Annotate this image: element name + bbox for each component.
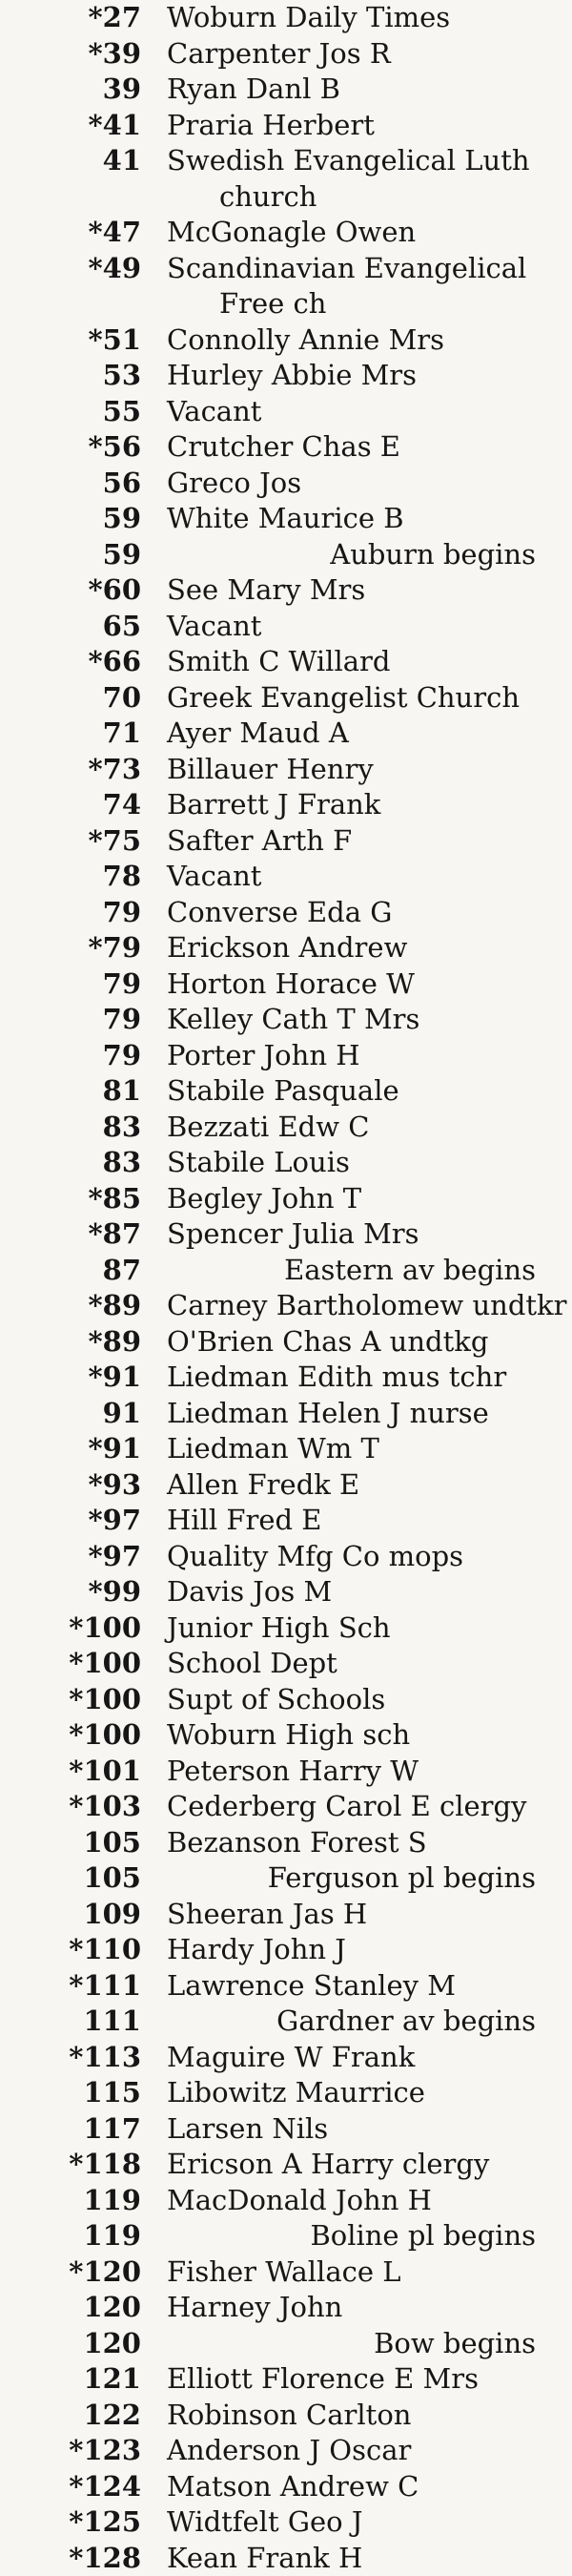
entry-row — [0, 572, 572, 609]
entry-row — [0, 322, 572, 359]
street-marker-row — [0, 537, 572, 573]
house-number: 91 — [29, 1396, 141, 1432]
house-number: *128 — [29, 2541, 141, 2576]
house-number: *89 — [29, 1288, 141, 1324]
resident-name: Liedman Edith mus tchr — [167, 1360, 506, 1396]
street-marker-row — [0, 1253, 572, 1289]
entry-row — [0, 2254, 572, 2291]
resident-name: Fisher Wallace L — [167, 2254, 401, 2291]
resident-name: Barrett J Frank — [167, 787, 380, 823]
entry-continuation-row — [0, 286, 572, 322]
house-number: 81 — [29, 1073, 141, 1110]
house-number: *91 — [29, 1360, 141, 1396]
entry-row — [0, 680, 572, 717]
resident-name: Ayer Maud A — [167, 716, 349, 752]
entry-row — [0, 2504, 572, 2541]
house-number: *47 — [29, 215, 141, 251]
resident-name: Allen Fredk E — [167, 1467, 359, 1504]
house-number: 79 — [29, 1002, 141, 1038]
house-number: 39 — [29, 72, 141, 108]
house-number: *87 — [29, 1216, 141, 1253]
street-marker-row — [0, 2218, 572, 2254]
house-number: 55 — [29, 394, 141, 430]
resident-name: Woburn High sch — [167, 1717, 410, 1754]
resident-name: Begley John T — [167, 1181, 361, 1217]
resident-name: Bezzati Edw C — [167, 1110, 369, 1146]
resident-name: Elliott Florence E Mrs — [167, 2361, 479, 2398]
street-begins-label: Auburn begins — [330, 537, 536, 573]
resident-name: Bezanson Forest S — [167, 1825, 427, 1861]
resident-name: Larsen Nils — [167, 2111, 328, 2148]
house-number: 109 — [29, 1897, 141, 1933]
resident-name: Stabile Louis — [167, 1145, 350, 1181]
house-number: 53 — [29, 358, 141, 394]
resident-name: Woburn Daily Times — [167, 0, 450, 36]
entry-row — [0, 501, 572, 537]
resident-name: Widtfelt Geo J — [167, 2504, 362, 2541]
resident-name: Robinson Carlton — [167, 2398, 411, 2434]
entry-row — [0, 2433, 572, 2469]
house-number: *113 — [29, 2040, 141, 2076]
entry-row — [0, 1932, 572, 1968]
house-number: *56 — [29, 429, 141, 466]
entry-row — [0, 644, 572, 680]
resident-name: O'Brien Chas A undtkg — [167, 1324, 488, 1361]
resident-name: Carpenter Jos R — [167, 36, 391, 73]
house-number: *100 — [29, 1717, 141, 1754]
entry-row — [0, 2111, 572, 2148]
entry-row — [0, 2290, 572, 2326]
house-number: 119 — [29, 2218, 141, 2254]
resident-name: Smith C Willard — [167, 644, 390, 680]
resident-name: Junior High Sch — [167, 1610, 391, 1647]
entry-row — [0, 143, 572, 179]
resident-name: School Dept — [167, 1646, 337, 1682]
resident-name: Greek Evangelist Church — [167, 680, 520, 717]
street-marker-row — [0, 1860, 572, 1897]
house-number: *97 — [29, 1503, 141, 1539]
house-number: 111 — [29, 2004, 141, 2040]
house-number: 56 — [29, 466, 141, 502]
house-number: 59 — [29, 501, 141, 537]
resident-name: Porter John H — [167, 1038, 360, 1074]
entry-row — [0, 1110, 572, 1146]
house-number: *60 — [29, 572, 141, 609]
entry-row — [0, 1288, 572, 1324]
resident-name: Vacant — [167, 394, 261, 430]
house-number: *66 — [29, 644, 141, 680]
resident-name: Kelley Cath T Mrs — [167, 1002, 419, 1038]
street-begins-label: Eastern av begins — [284, 1253, 536, 1289]
resident-name: Ryan Danl B — [167, 72, 340, 108]
resident-name: Converse Eda G — [167, 895, 392, 931]
resident-name: Matson Andrew C — [167, 2469, 419, 2505]
resident-name: Hill Fred E — [167, 1503, 321, 1539]
house-number: *89 — [29, 1324, 141, 1361]
house-number: *49 — [29, 251, 141, 287]
entry-row — [0, 36, 572, 73]
resident-name: Davis Jos M — [167, 1574, 332, 1610]
entry-row — [0, 1216, 572, 1253]
resident-name: Connolly Annie Mrs — [167, 322, 444, 359]
entry-row — [0, 1789, 572, 1825]
house-number: 79 — [29, 895, 141, 931]
continuation-text: Free ch — [219, 286, 326, 322]
house-number: 65 — [29, 609, 141, 645]
entry-row — [0, 2147, 572, 2183]
resident-name: Spencer Julia Mrs — [167, 1216, 419, 1253]
entry-row — [0, 1467, 572, 1504]
house-number: *101 — [29, 1754, 141, 1790]
resident-name: Erickson Andrew — [167, 930, 407, 966]
house-number: *100 — [29, 1610, 141, 1647]
entry-row — [0, 966, 572, 1003]
resident-name: Scandinavian Evangelical — [167, 251, 526, 287]
resident-name: Carney Bartholomew undtkr — [167, 1288, 566, 1324]
entry-row — [0, 1002, 572, 1038]
entry-row — [0, 2075, 572, 2111]
house-number: 119 — [29, 2183, 141, 2219]
resident-name: White Maurice B — [167, 501, 404, 537]
entry-row — [0, 429, 572, 466]
house-number: 71 — [29, 716, 141, 752]
resident-name: Hardy John J — [167, 1932, 346, 1968]
resident-name: Supt of Schools — [167, 1682, 385, 1718]
entry-row — [0, 609, 572, 645]
resident-name: Greco Jos — [167, 466, 301, 502]
resident-name: Harney John — [167, 2290, 342, 2326]
entry-row — [0, 1396, 572, 1432]
house-number: *91 — [29, 1431, 141, 1467]
entry-row — [0, 2398, 572, 2434]
entry-row — [0, 108, 572, 144]
entry-row — [0, 930, 572, 966]
house-number: *97 — [29, 1539, 141, 1575]
house-number: 120 — [29, 2326, 141, 2362]
street-begins-label: Ferguson pl begins — [268, 1860, 536, 1897]
house-number: *110 — [29, 1932, 141, 1968]
house-number: 83 — [29, 1145, 141, 1181]
resident-name: Quality Mfg Co mops — [167, 1539, 463, 1575]
resident-name: Kean Frank H — [167, 2541, 362, 2576]
entry-row — [0, 1825, 572, 1861]
resident-name: Safter Arth F — [167, 823, 352, 860]
entry-row — [0, 859, 572, 895]
entry-row — [0, 823, 572, 860]
entry-continuation-row — [0, 179, 572, 216]
resident-name: Lawrence Stanley M — [167, 1968, 456, 2005]
entry-row — [0, 1073, 572, 1110]
street-begins-label: Boline pl begins — [310, 2218, 536, 2254]
entry-row — [0, 251, 572, 287]
house-number: 59 — [29, 537, 141, 573]
resident-name: Anderson J Oscar — [167, 2433, 411, 2469]
resident-name: See Mary Mrs — [167, 572, 365, 609]
entry-row — [0, 752, 572, 788]
house-number: 87 — [29, 1253, 141, 1289]
house-number: 117 — [29, 2111, 141, 2148]
entry-row — [0, 2469, 572, 2505]
entry-row — [0, 2541, 572, 2576]
house-number: 41 — [29, 143, 141, 179]
entry-row — [0, 2361, 572, 2398]
house-number: 70 — [29, 680, 141, 717]
house-number: 120 — [29, 2290, 141, 2326]
house-number: *100 — [29, 1646, 141, 1682]
entry-row — [0, 1503, 572, 1539]
house-number: *41 — [29, 108, 141, 144]
street-begins-label: Bow begins — [374, 2326, 536, 2362]
house-number: *120 — [29, 2254, 141, 2291]
house-number: 79 — [29, 1038, 141, 1074]
resident-name: Cederberg Carol E clergy — [167, 1789, 526, 1825]
house-number: 74 — [29, 787, 141, 823]
resident-name: Praria Herbert — [167, 108, 375, 144]
street-begins-label: Gardner av begins — [276, 2004, 536, 2040]
house-number: *27 — [29, 0, 141, 36]
entry-row — [0, 358, 572, 394]
house-number: 122 — [29, 2398, 141, 2434]
resident-name: Ericson A Harry clergy — [167, 2147, 489, 2183]
entry-row — [0, 787, 572, 823]
resident-name: McGonagle Owen — [167, 215, 416, 251]
house-number: *125 — [29, 2504, 141, 2541]
house-number: *124 — [29, 2469, 141, 2505]
street-marker-row — [0, 2326, 572, 2362]
entry-row — [0, 0, 572, 36]
entry-row — [0, 1897, 572, 1933]
house-number: 121 — [29, 2361, 141, 2398]
house-number: *79 — [29, 930, 141, 966]
house-number: *51 — [29, 322, 141, 359]
entry-row — [0, 1181, 572, 1217]
resident-name: Peterson Harry W — [167, 1754, 419, 1790]
entry-row — [0, 2040, 572, 2076]
resident-name: Libowitz Maurrice — [167, 2075, 425, 2111]
entry-row — [0, 1610, 572, 1647]
house-number: *123 — [29, 2433, 141, 2469]
entry-row — [0, 895, 572, 931]
resident-name: Stabile Pasquale — [167, 1073, 399, 1110]
entry-row — [0, 1754, 572, 1790]
street-marker-row — [0, 2004, 572, 2040]
entry-row — [0, 1968, 572, 2005]
house-number: *75 — [29, 823, 141, 860]
house-number: 78 — [29, 859, 141, 895]
resident-name: Billauer Henry — [167, 752, 374, 788]
house-number: *103 — [29, 1789, 141, 1825]
resident-name: Sheeran Jas H — [167, 1897, 367, 1933]
entry-row — [0, 716, 572, 752]
house-number: *93 — [29, 1467, 141, 1504]
resident-name: MacDonald John H — [167, 2183, 432, 2219]
resident-name: Vacant — [167, 609, 261, 645]
house-number: 105 — [29, 1860, 141, 1897]
entry-row — [0, 2183, 572, 2219]
resident-name: Horton Horace W — [167, 966, 415, 1003]
entry-row — [0, 1682, 572, 1718]
house-number: 105 — [29, 1825, 141, 1861]
entry-row — [0, 1431, 572, 1467]
resident-name: Vacant — [167, 859, 261, 895]
house-number: *99 — [29, 1574, 141, 1610]
resident-name: Liedman Helen J nurse — [167, 1396, 489, 1432]
house-number: *73 — [29, 752, 141, 788]
entry-row — [0, 215, 572, 251]
entry-row — [0, 394, 572, 430]
entry-row — [0, 1574, 572, 1610]
entry-row — [0, 466, 572, 502]
entry-row — [0, 1145, 572, 1181]
resident-name: Hurley Abbie Mrs — [167, 358, 417, 394]
house-number: *118 — [29, 2147, 141, 2183]
house-number: *111 — [29, 1968, 141, 2005]
house-number: *39 — [29, 36, 141, 73]
entry-row — [0, 1360, 572, 1396]
entry-row — [0, 1646, 572, 1682]
house-number: 115 — [29, 2075, 141, 2111]
resident-name: Liedman Wm T — [167, 1431, 379, 1467]
resident-name: Swedish Evangelical Luth — [167, 143, 530, 179]
house-number: 79 — [29, 966, 141, 1003]
resident-name: Crutcher Chas E — [167, 429, 400, 466]
continuation-text: church — [219, 179, 317, 216]
house-number: *85 — [29, 1181, 141, 1217]
house-number: *100 — [29, 1682, 141, 1718]
entry-row — [0, 1324, 572, 1361]
house-number: 83 — [29, 1110, 141, 1146]
entry-row — [0, 1539, 572, 1575]
entry-row — [0, 1717, 572, 1754]
resident-name: Maguire W Frank — [167, 2040, 415, 2076]
entry-row — [0, 72, 572, 108]
entry-row — [0, 1038, 572, 1074]
